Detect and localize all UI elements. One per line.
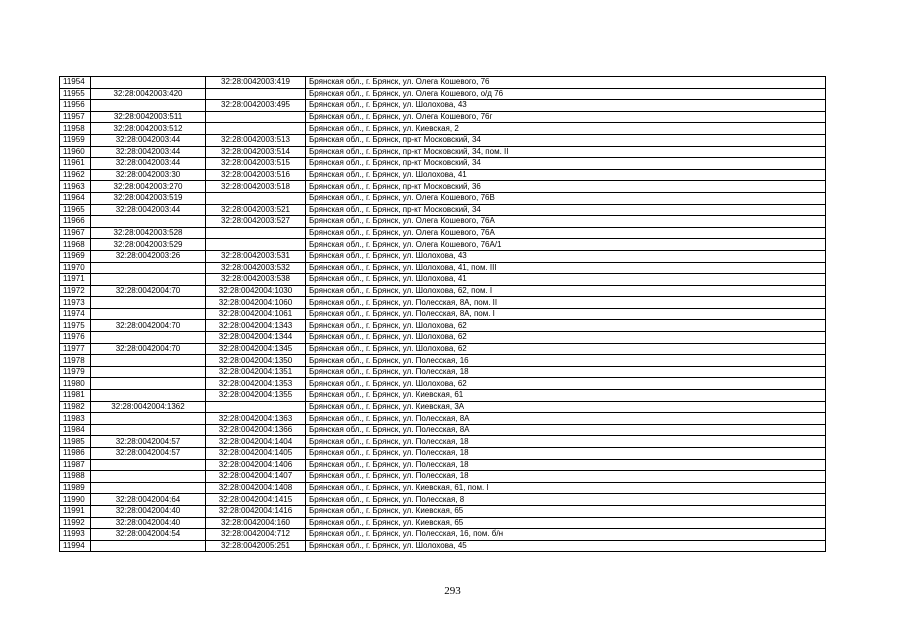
cadastral-number-cell	[91, 424, 206, 436]
cadastral-number-cell: 32:28:0042003:511	[91, 111, 206, 123]
table-row	[60, 378, 826, 390]
object-cadastral-number-cell: 32:28:0042004:1344	[206, 332, 306, 344]
table-row	[60, 239, 826, 251]
object-cadastral-number-cell	[206, 239, 306, 251]
address-cell: Брянская обл., г. Брянск, пр-кт Московский, 34	[306, 134, 826, 146]
row-number-cell: 11959	[60, 134, 91, 146]
table-row	[60, 448, 826, 460]
cadastral-number-cell	[91, 378, 206, 390]
object-cadastral-number-cell: 32:28:0042004:1406	[206, 459, 306, 471]
object-cadastral-number-cell: 32:28:0042004:1363	[206, 413, 306, 425]
table-row	[60, 308, 826, 320]
address-cell: Брянская обл., г. Брянск, ул. Шолохова, 62	[306, 378, 826, 390]
address-cell: Брянская обл., г. Брянск, ул. Шолохова, 41, пом. III	[306, 262, 826, 274]
row-number-cell: 11973	[60, 297, 91, 309]
object-cadastral-number-cell: 32:28:0042004:1416	[206, 505, 306, 517]
address-cell: Брянская обл., г. Брянск, пр-кт Московский, 34, пом. II	[306, 146, 826, 158]
table-row	[60, 88, 826, 100]
address-cell: Брянская обл., г. Брянск, ул. Олега Кошевого, 76	[306, 77, 826, 89]
address-cell: Брянская обл., г. Брянск, ул. Шолохова, 62	[306, 320, 826, 332]
cadastral-number-cell	[91, 355, 206, 367]
table-row	[60, 77, 826, 89]
object-cadastral-number-cell: 32:28:0042003:521	[206, 204, 306, 216]
row-number-cell: 11956	[60, 100, 91, 112]
address-cell: Брянская обл., г. Брянск, ул. Полесская, 8	[306, 494, 826, 506]
table-row	[60, 181, 826, 193]
row-number-cell: 11986	[60, 448, 91, 460]
cadastral-number-cell: 32:28:0042004:54	[91, 529, 206, 541]
cadastral-number-cell: 32:28:0042004:1362	[91, 401, 206, 413]
table-row	[60, 401, 826, 413]
address-cell: Брянская обл., г. Брянск, ул. Шолохова, 62, пом. I	[306, 285, 826, 297]
object-cadastral-number-cell: 32:28:0042004:1351	[206, 366, 306, 378]
table-row	[60, 390, 826, 402]
cadastral-number-cell: 32:28:0042003:512	[91, 123, 206, 135]
row-number-cell: 11978	[60, 355, 91, 367]
row-number-cell: 11962	[60, 169, 91, 181]
cadastral-number-cell: 32:28:0042003:529	[91, 239, 206, 251]
address-cell: Брянская обл., г. Брянск, ул. Шолохова, 62	[306, 343, 826, 355]
object-cadastral-number-cell	[206, 401, 306, 413]
cadastral-number-cell: 32:28:0042004:70	[91, 285, 206, 297]
table-row	[60, 482, 826, 494]
object-cadastral-number-cell: 32:28:0042003:516	[206, 169, 306, 181]
cadastral-number-cell: 32:28:0042003:270	[91, 181, 206, 193]
address-cell: Брянская обл., г. Брянск, ул. Олега Кошевого, 76А	[306, 216, 826, 228]
object-cadastral-number-cell	[206, 88, 306, 100]
table-row	[60, 343, 826, 355]
row-number-cell: 11968	[60, 239, 91, 251]
row-number-cell: 11958	[60, 123, 91, 135]
row-number-cell: 11985	[60, 436, 91, 448]
row-number-cell: 11989	[60, 482, 91, 494]
cadastral-number-cell	[91, 297, 206, 309]
object-cadastral-number-cell: 32:28:0042004:1061	[206, 308, 306, 320]
row-number-cell: 11994	[60, 540, 91, 552]
object-cadastral-number-cell: 32:28:0042003:513	[206, 134, 306, 146]
table-row	[60, 355, 826, 367]
address-cell: Брянская обл., г. Брянск, ул. Олега Кошевого, о/д 76	[306, 88, 826, 100]
table-row	[60, 123, 826, 135]
object-cadastral-number-cell: 32:28:0042003:419	[206, 77, 306, 89]
row-number-cell: 11975	[60, 320, 91, 332]
row-number-cell: 11974	[60, 308, 91, 320]
row-number-cell: 11954	[60, 77, 91, 89]
object-cadastral-number-cell: 32:28:0042003:495	[206, 100, 306, 112]
cadastral-number-cell	[91, 471, 206, 483]
table-row	[60, 471, 826, 483]
table-row	[60, 111, 826, 123]
address-cell: Брянская обл., г. Брянск, ул. Шолохова, 43	[306, 250, 826, 262]
row-number-cell: 11991	[60, 505, 91, 517]
object-cadastral-number-cell: 32:28:0042003:514	[206, 146, 306, 158]
address-cell: Брянская обл., г. Брянск, ул. Полесская, 18	[306, 471, 826, 483]
object-cadastral-number-cell: 32:28:0042004:160	[206, 517, 306, 529]
address-cell: Брянская обл., г. Брянск, ул. Шолохова, 41	[306, 274, 826, 286]
table-row	[60, 100, 826, 112]
object-cadastral-number-cell	[206, 123, 306, 135]
address-cell: Брянская обл., г. Брянск, ул. Полесская, 8А	[306, 413, 826, 425]
table-row	[60, 297, 826, 309]
row-number-cell: 11983	[60, 413, 91, 425]
cadastral-number-cell	[91, 459, 206, 471]
object-cadastral-number-cell: 32:28:0042003:518	[206, 181, 306, 193]
table-row	[60, 227, 826, 239]
row-number-cell: 11980	[60, 378, 91, 390]
row-number-cell: 11957	[60, 111, 91, 123]
object-cadastral-number-cell	[206, 192, 306, 204]
row-number-cell: 11965	[60, 204, 91, 216]
cadastral-number-cell: 32:28:0042003:44	[91, 146, 206, 158]
table-row	[60, 262, 826, 274]
row-number-cell: 11960	[60, 146, 91, 158]
object-cadastral-number-cell: 32:28:0042004:1404	[206, 436, 306, 448]
table-row	[60, 285, 826, 297]
row-number-cell: 11988	[60, 471, 91, 483]
table-row	[60, 332, 826, 344]
row-number-cell: 11990	[60, 494, 91, 506]
table-row	[60, 505, 826, 517]
object-cadastral-number-cell: 32:28:0042005:251	[206, 540, 306, 552]
table-row	[60, 540, 826, 552]
address-cell: Брянская обл., г. Брянск, ул. Олега Кошевого, 76А/1	[306, 239, 826, 251]
table-row	[60, 459, 826, 471]
row-number-cell: 11976	[60, 332, 91, 344]
object-cadastral-number-cell: 32:28:0042004:1345	[206, 343, 306, 355]
cadastral-number-cell: 32:28:0042004:57	[91, 448, 206, 460]
row-number-cell: 11963	[60, 181, 91, 193]
object-cadastral-number-cell: 32:28:0042004:1408	[206, 482, 306, 494]
address-cell: Брянская обл., г. Брянск, ул. Олега Кошевого, 76А	[306, 227, 826, 239]
row-number-cell: 11967	[60, 227, 91, 239]
address-cell: Брянская обл., г. Брянск, пр-кт Московский, 34	[306, 204, 826, 216]
row-number-cell: 11969	[60, 250, 91, 262]
row-number-cell: 11977	[60, 343, 91, 355]
object-cadastral-number-cell: 32:28:0042003:538	[206, 274, 306, 286]
address-cell: Брянская обл., г. Брянск, пр-кт Московский, 34	[306, 158, 826, 170]
records-table-body	[60, 77, 826, 552]
object-cadastral-number-cell: 32:28:0042004:1355	[206, 390, 306, 402]
address-cell: Брянская обл., г. Брянск, ул. Олега Кошевого, 76В	[306, 192, 826, 204]
address-cell: Брянская обл., г. Брянск, ул. Шолохова, 41	[306, 169, 826, 181]
address-cell: Брянская обл., г. Брянск, ул. Полесская, 18	[306, 366, 826, 378]
row-number-cell: 11970	[60, 262, 91, 274]
cadastral-number-cell: 32:28:0042004:40	[91, 517, 206, 529]
address-cell: Брянская обл., г. Брянск, ул. Олега Кошевого, 76г	[306, 111, 826, 123]
cadastral-number-cell	[91, 482, 206, 494]
cadastral-number-cell: 32:28:0042004:57	[91, 436, 206, 448]
cadastral-number-cell	[91, 540, 206, 552]
object-cadastral-number-cell: 32:28:0042004:1405	[206, 448, 306, 460]
object-cadastral-number-cell: 32:28:0042003:532	[206, 262, 306, 274]
cadastral-number-cell: 32:28:0042003:44	[91, 134, 206, 146]
address-cell: Брянская обл., г. Брянск, ул. Полесская, 18	[306, 436, 826, 448]
row-number-cell: 11972	[60, 285, 91, 297]
object-cadastral-number-cell: 32:28:0042004:1030	[206, 285, 306, 297]
table-row	[60, 320, 826, 332]
table-row	[60, 494, 826, 506]
cadastral-number-cell	[91, 77, 206, 89]
object-cadastral-number-cell: 32:28:0042004:1407	[206, 471, 306, 483]
address-cell: Брянская обл., г. Брянск, ул. Полесская, 8А	[306, 424, 826, 436]
table-row	[60, 366, 826, 378]
cadastral-number-cell: 32:28:0042004:40	[91, 505, 206, 517]
address-cell: Брянская обл., г. Брянск, ул. Киевская, 2	[306, 123, 826, 135]
table-row	[60, 413, 826, 425]
table-row	[60, 169, 826, 181]
address-cell: Брянская обл., г. Брянск, ул. Киевская, 65	[306, 517, 826, 529]
cadastral-number-cell	[91, 308, 206, 320]
cadastral-number-cell	[91, 274, 206, 286]
cadastral-number-cell: 32:28:0042003:44	[91, 158, 206, 170]
address-cell: Брянская обл., г. Брянск, ул. Шолохова, 62	[306, 332, 826, 344]
object-cadastral-number-cell: 32:28:0042004:1060	[206, 297, 306, 309]
cadastral-number-cell: 32:28:0042004:70	[91, 320, 206, 332]
row-number-cell: 11964	[60, 192, 91, 204]
address-cell: Брянская обл., г. Брянск, ул. Киевская, 61	[306, 390, 826, 402]
cadastral-number-cell: 32:28:0042003:26	[91, 250, 206, 262]
object-cadastral-number-cell: 32:28:0042004:1366	[206, 424, 306, 436]
cadastral-number-cell: 32:28:0042004:70	[91, 343, 206, 355]
table-row	[60, 424, 826, 436]
table-row	[60, 204, 826, 216]
table-row	[60, 158, 826, 170]
address-cell: Брянская обл., г. Брянск, ул. Шолохова, 45	[306, 540, 826, 552]
cadastral-number-cell: 32:28:0042003:44	[91, 204, 206, 216]
row-number-cell: 11992	[60, 517, 91, 529]
cadastral-number-cell: 32:28:0042003:519	[91, 192, 206, 204]
table-row	[60, 529, 826, 541]
row-number-cell: 11979	[60, 366, 91, 378]
table-row	[60, 250, 826, 262]
object-cadastral-number-cell: 32:28:0042004:712	[206, 529, 306, 541]
row-number-cell: 11993	[60, 529, 91, 541]
row-number-cell: 11981	[60, 390, 91, 402]
address-cell: Брянская обл., г. Брянск, ул. Шолохова, 43	[306, 100, 826, 112]
object-cadastral-number-cell: 32:28:0042004:1343	[206, 320, 306, 332]
cadastral-number-cell	[91, 366, 206, 378]
cadastral-number-cell	[91, 100, 206, 112]
row-number-cell: 11982	[60, 401, 91, 413]
cadastral-number-cell	[91, 390, 206, 402]
cadastral-number-cell: 32:28:0042003:420	[91, 88, 206, 100]
row-number-cell: 11987	[60, 459, 91, 471]
row-number-cell: 11971	[60, 274, 91, 286]
row-number-cell: 11984	[60, 424, 91, 436]
cadastral-number-cell	[91, 332, 206, 344]
object-cadastral-number-cell	[206, 227, 306, 239]
cadastral-number-cell	[91, 262, 206, 274]
table-row	[60, 146, 826, 158]
object-cadastral-number-cell: 32:28:0042003:515	[206, 158, 306, 170]
table-row	[60, 216, 826, 228]
object-cadastral-number-cell: 32:28:0042004:1415	[206, 494, 306, 506]
object-cadastral-number-cell: 32:28:0042004:1353	[206, 378, 306, 390]
object-cadastral-number-cell: 32:28:0042003:527	[206, 216, 306, 228]
page-number: 293	[444, 585, 461, 597]
object-cadastral-number-cell	[206, 111, 306, 123]
table-row	[60, 192, 826, 204]
cadastral-number-cell: 32:28:0042003:30	[91, 169, 206, 181]
cadastral-number-cell	[91, 413, 206, 425]
address-cell: Брянская обл., г. Брянск, ул. Полесская, 8А, пом. I	[306, 308, 826, 320]
address-cell: Брянская обл., г. Брянск, ул. Полесская, 18	[306, 459, 826, 471]
table-row	[60, 274, 826, 286]
row-number-cell: 11961	[60, 158, 91, 170]
cadastral-number-cell: 32:28:0042004:64	[91, 494, 206, 506]
address-cell: Брянская обл., г. Брянск, ул. Киевская, 3А	[306, 401, 826, 413]
records-table	[59, 76, 826, 552]
table-row	[60, 517, 826, 529]
table-row	[60, 134, 826, 146]
address-cell: Брянская обл., г. Брянск, ул. Киевская, 65	[306, 505, 826, 517]
object-cadastral-number-cell: 32:28:0042004:1350	[206, 355, 306, 367]
object-cadastral-number-cell: 32:28:0042003:531	[206, 250, 306, 262]
address-cell: Брянская обл., г. Брянск, ул. Киевская, 61, пом. I	[306, 482, 826, 494]
cadastral-number-cell	[91, 216, 206, 228]
address-cell: Брянская обл., г. Брянск, ул. Полесская, 16, пом. б/н	[306, 529, 826, 541]
row-number-cell: 11955	[60, 88, 91, 100]
address-cell: Брянская обл., г. Брянск, ул. Полесская, 8А, пом. II	[306, 297, 826, 309]
address-cell: Брянская обл., г. Брянск, ул. Полесская, 18	[306, 448, 826, 460]
address-cell: Брянская обл., г. Брянск, пр-кт Московский, 36	[306, 181, 826, 193]
address-cell: Брянская обл., г. Брянск, ул. Полесская, 16	[306, 355, 826, 367]
cadastral-number-cell: 32:28:0042003:528	[91, 227, 206, 239]
table-row	[60, 436, 826, 448]
row-number-cell: 11966	[60, 216, 91, 228]
